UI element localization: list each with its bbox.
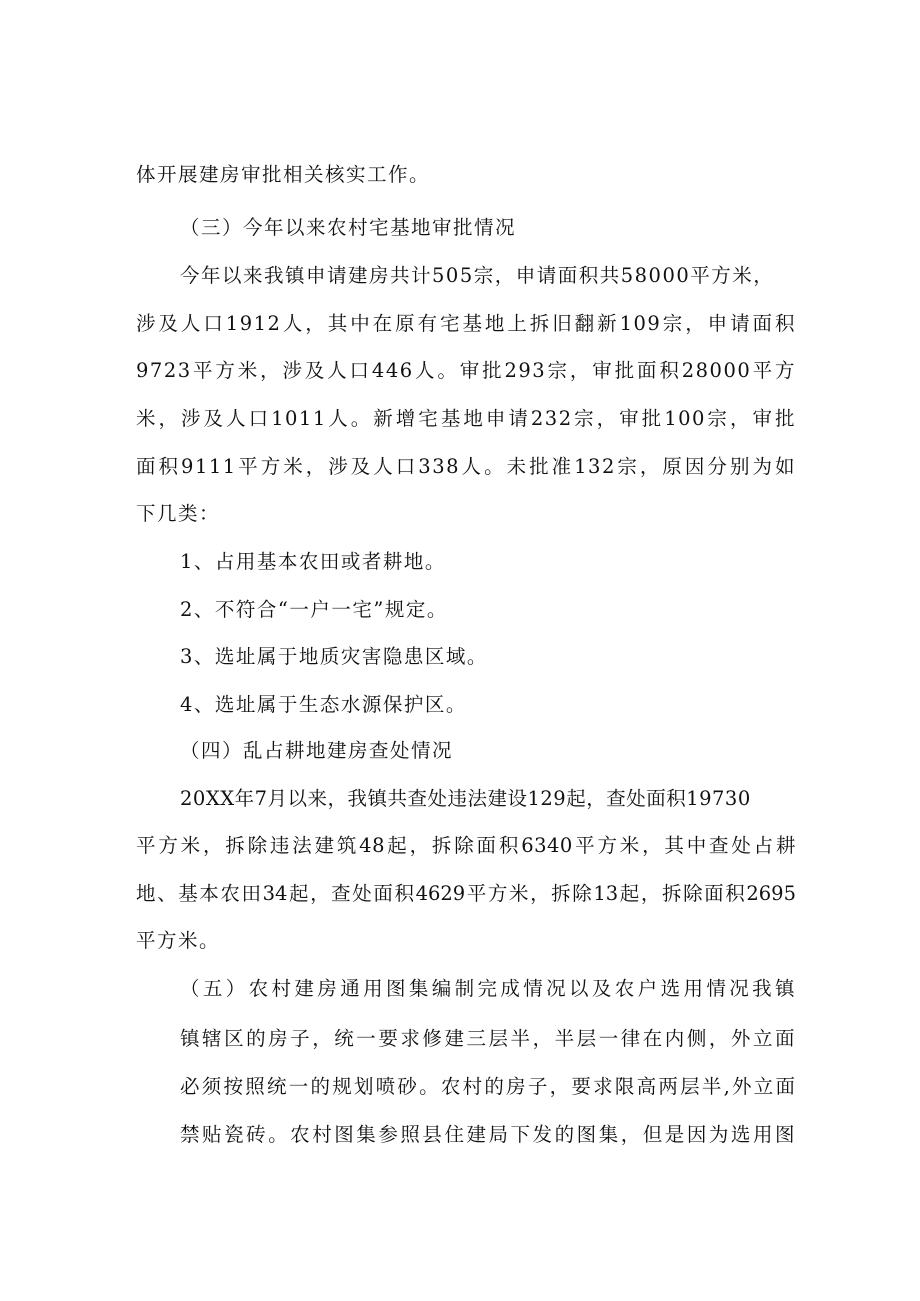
paragraph-line: 禁贴瓷砖。农村图集参照县住建局下发的图集，但是因为选用图 <box>180 1123 796 1146</box>
section-heading-3: （三）今年以来农村宅基地审批情况 <box>180 216 517 239</box>
paragraph-line: 必须按照统一的规划喷砂。农村的房子，要求限高两层半,外立面 <box>180 1075 796 1098</box>
list-item: 3、选址属于地质灾害隐患区域。 <box>180 645 488 668</box>
paragraph-line: 镇辖区的房子，统一要求修建三层半，半层一律在内侧，外立面 <box>180 1027 796 1050</box>
paragraph-line: 面积9111平方米，涉及人口338人。未批准132宗，原因分别为如 <box>136 455 796 478</box>
paragraph-line: 今年以来我镇申请建房共计505宗，申请面积共58000平方米， <box>180 264 775 287</box>
text-line-continuation: 体开展建房审批相关核实工作。 <box>136 163 431 186</box>
paragraph-line: 地、基本农田34起，查处面积4629平方米，拆除13起，拆除面积2695 <box>136 882 796 905</box>
paragraph-line: 20XX年7月以来，我镇共查处违法建设129起，查处面积19730 <box>180 787 751 810</box>
paragraph-line: 涉及人口1912人，其中在原有宅基地上拆旧翻新109宗，申请面积 <box>136 312 796 335</box>
paragraph-line: 平方米。 <box>136 929 221 952</box>
section-heading-4: （四）乱占耕地建房查处情况 <box>180 739 454 762</box>
list-item: 4、选址属于生态水源保护区。 <box>180 693 467 716</box>
list-item: 1、占用基本农田或者耕地。 <box>180 550 446 573</box>
section-heading-5: （五）农村建房通用图集编制完成情况以及农户选用情况我镇 <box>180 977 796 1000</box>
paragraph-line: 下几类： <box>136 502 221 525</box>
paragraph-line: 米，涉及人口1011人。新增宅基地申请232宗，审批100宗，审批 <box>136 407 796 430</box>
list-item: 2、不符合“一户一宅”规定。 <box>180 598 448 621</box>
paragraph-line: 9723平方米，涉及人口446人。审批293宗，审批面积28000平方 <box>136 359 796 382</box>
paragraph-line: 平方米，拆除违法建筑48起，拆除面积6340平方米，其中查处占耕 <box>136 834 796 857</box>
